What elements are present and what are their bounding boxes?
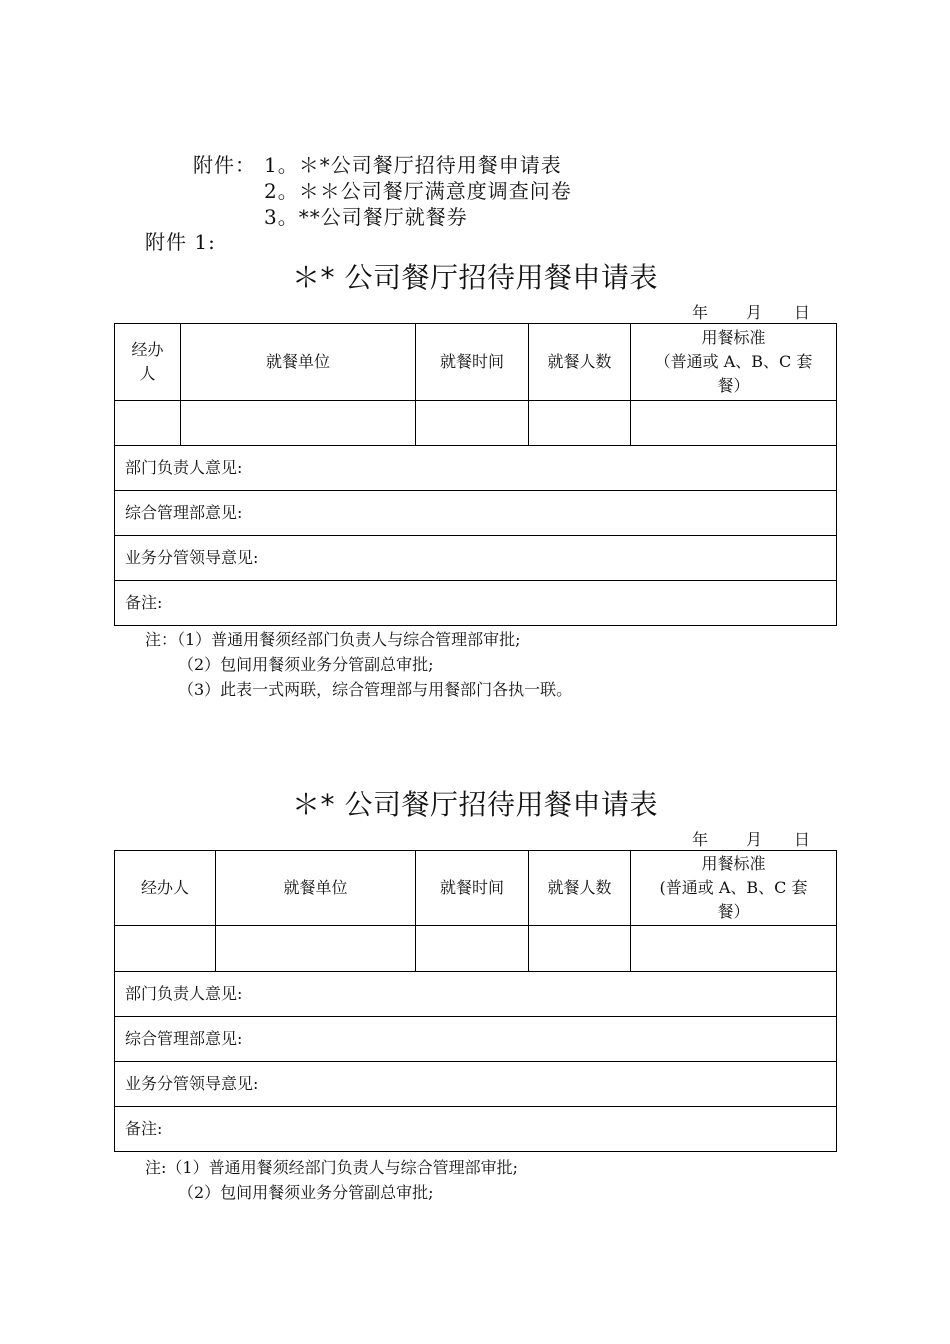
- header-time: 就餐时间: [416, 851, 529, 926]
- header-standard: 用餐标准 （普通或 A、B、C 套 餐）: [631, 324, 837, 401]
- header-count: 就餐人数: [529, 324, 631, 401]
- header-unit: 就餐单位: [181, 324, 416, 401]
- form-1-note-1: 注：（1）普通用餐须经部门负责人与综合管理部审批;: [145, 630, 521, 649]
- dept-head-opinion[interactable]: 部门负责人意见:: [115, 446, 837, 491]
- entry-row: [115, 926, 837, 972]
- admin-opinion[interactable]: 综合管理部意见:: [115, 1017, 837, 1062]
- header-handler: 经办 人: [115, 324, 181, 401]
- form-1-note-2: （2）包间用餐须业务分管副总审批;: [178, 655, 434, 674]
- attachments-prefix: 附件：: [193, 153, 256, 177]
- attachment-item-3: 3。**公司餐厅就餐券: [264, 205, 468, 229]
- date-month: 月: [746, 303, 763, 322]
- form-1-date: [692, 300, 810, 323]
- standard-field[interactable]: [631, 401, 837, 446]
- standard-field[interactable]: [631, 926, 837, 972]
- form-2-note-1: 注:（1）普通用餐须经部门负责人与综合管理部审批;: [145, 1158, 518, 1177]
- entry-row: [115, 401, 837, 446]
- handler-field[interactable]: [115, 401, 181, 446]
- form-2-title: ＊* 公司餐厅招待用餐申请表: [292, 788, 658, 821]
- header-row: [115, 324, 837, 401]
- business-leader-opinion[interactable]: 业务分管领导意见:: [115, 536, 837, 581]
- header-handler: 经办人: [115, 851, 216, 926]
- date-day: 日: [794, 830, 811, 849]
- section-label: 附件 1:: [145, 230, 216, 254]
- form-2-table: [114, 850, 837, 1152]
- date-year: 年: [692, 303, 709, 322]
- time-field[interactable]: [416, 926, 529, 972]
- date-month: 月: [746, 830, 763, 849]
- remarks-field[interactable]: 备注:: [115, 1107, 837, 1152]
- admin-opinion[interactable]: 综合管理部意见:: [115, 491, 837, 536]
- remarks-field[interactable]: 备注:: [115, 581, 837, 626]
- date-year: 年: [692, 830, 709, 849]
- header-count: 就餐人数: [529, 851, 631, 926]
- time-field[interactable]: [416, 401, 529, 446]
- form-1-note-3: （3）此表一式两联，综合管理部与用餐部门各执一联。: [178, 680, 573, 699]
- header-unit: 就餐单位: [216, 851, 416, 926]
- count-field[interactable]: [529, 926, 631, 972]
- unit-field[interactable]: [181, 401, 416, 446]
- form-1-table: [114, 323, 837, 626]
- handler-field[interactable]: [115, 926, 216, 972]
- unit-field[interactable]: [216, 926, 416, 972]
- form-2-note-2: （2）包间用餐须业务分管副总审批;: [178, 1183, 434, 1202]
- header-standard: 用餐标准 (普通或 A、B、C 套 餐）: [631, 851, 837, 926]
- form-1-title: ＊* 公司餐厅招待用餐申请表: [292, 261, 658, 294]
- dept-head-opinion[interactable]: 部门负责人意见:: [115, 972, 837, 1017]
- date-day: 日: [794, 303, 811, 322]
- attachment-item-2: 2。＊＊公司餐厅满意度调查问卷: [264, 179, 572, 203]
- count-field[interactable]: [529, 401, 631, 446]
- form-2-date: [692, 827, 810, 850]
- attachment-item-1: 1。＊*公司餐厅招待用餐申请表: [264, 153, 562, 177]
- business-leader-opinion[interactable]: 业务分管领导意见:: [115, 1062, 837, 1107]
- header-row: [115, 851, 837, 926]
- header-time: 就餐时间: [416, 324, 529, 401]
